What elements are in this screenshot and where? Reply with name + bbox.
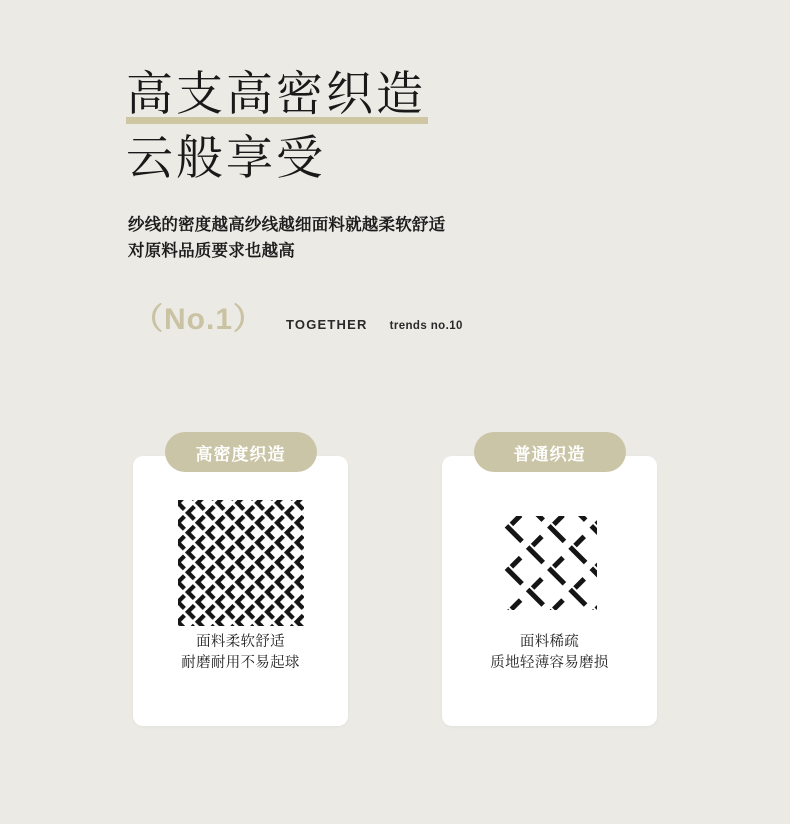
- subheadline-line-1: 纱线的密度越高纱线越细面料就越柔软舒适: [128, 216, 446, 234]
- badge-row: [133, 294, 463, 338]
- card-caption-dense: [133, 632, 348, 674]
- together-label: TOGETHER: [286, 317, 368, 332]
- card-caption-loose: [442, 632, 657, 674]
- card-dense-weave: [133, 432, 348, 726]
- headline-line-1: 高支高密织造: [126, 66, 428, 124]
- no1-badge: （No.1）: [133, 303, 265, 336]
- card-caption-loose-line-2: 质地轻薄容易磨损: [490, 655, 609, 671]
- subheadline: [128, 212, 688, 264]
- card-caption-dense-line-2: 耐磨耐用不易起球: [181, 655, 300, 671]
- subheadline-line-2: 对原料品质要求也越高: [128, 242, 295, 260]
- trends-label: trends no.10: [389, 320, 463, 332]
- card-tag-dense: 高密度织造: [165, 432, 317, 472]
- page-title: [126, 66, 686, 188]
- card-caption-loose-line-1: 面料稀疏: [519, 634, 580, 650]
- headline-line-2: 云般享受: [126, 133, 326, 185]
- card-caption-dense-line-1: 面料柔软舒适: [196, 634, 285, 650]
- card-loose-weave: [442, 432, 657, 726]
- dense-weave-icon: [178, 500, 304, 626]
- loose-weave-icon: [487, 500, 613, 626]
- card-tag-loose: 普通织造: [474, 432, 626, 472]
- comparison-cards: [133, 432, 657, 732]
